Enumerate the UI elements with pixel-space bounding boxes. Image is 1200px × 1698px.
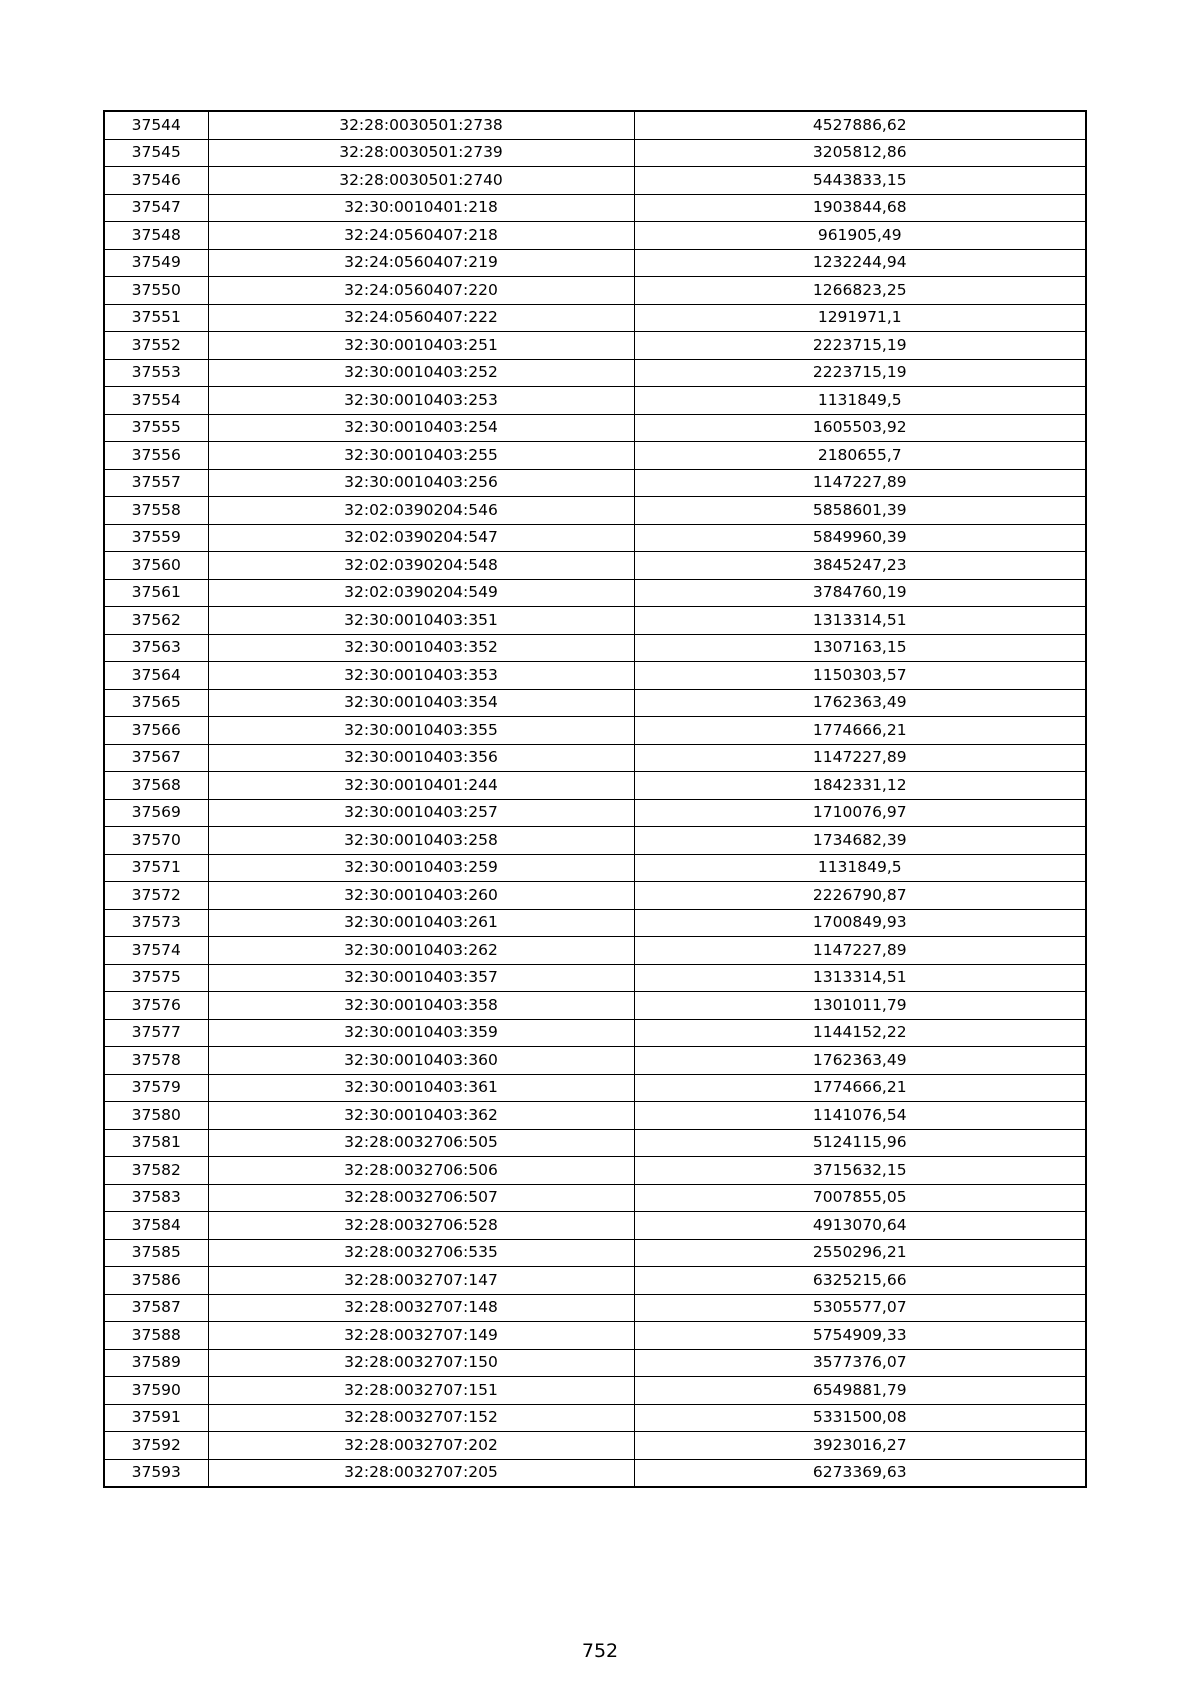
row-number-cell: 37581 bbox=[104, 1129, 208, 1157]
table-row bbox=[104, 1184, 1086, 1212]
cadastral-number-cell: 32:30:0010401:218 bbox=[208, 194, 634, 222]
table-row bbox=[104, 854, 1086, 882]
table-row bbox=[104, 744, 1086, 772]
value-cell: 961905,49 bbox=[634, 222, 1086, 250]
cadastral-number-cell: 32:30:0010403:355 bbox=[208, 717, 634, 745]
table-row bbox=[104, 1432, 1086, 1460]
row-number-cell: 37571 bbox=[104, 854, 208, 882]
cadastral-number-cell: 32:30:0010403:252 bbox=[208, 359, 634, 387]
row-number-cell: 37553 bbox=[104, 359, 208, 387]
page-number: 752 bbox=[581, 1640, 619, 1662]
cadastral-number-cell: 32:24:0560407:222 bbox=[208, 304, 634, 332]
row-number-cell: 37580 bbox=[104, 1102, 208, 1130]
value-cell: 3205812,86 bbox=[634, 139, 1086, 167]
table-row bbox=[104, 799, 1086, 827]
cadastral-number-cell: 32:28:0032706:528 bbox=[208, 1212, 634, 1240]
cadastral-number-cell: 32:24:0560407:219 bbox=[208, 249, 634, 277]
table-row bbox=[104, 111, 1086, 139]
cadastral-number-cell: 32:28:0032707:152 bbox=[208, 1404, 634, 1432]
cadastral-number-cell: 32:30:0010403:260 bbox=[208, 882, 634, 910]
cadastral-number-cell: 32:28:0032707:202 bbox=[208, 1432, 634, 1460]
value-cell: 3923016,27 bbox=[634, 1432, 1086, 1460]
cadastral-number-cell: 32:28:0032706:535 bbox=[208, 1239, 634, 1267]
row-number-cell: 37573 bbox=[104, 909, 208, 937]
value-cell: 1313314,51 bbox=[634, 607, 1086, 635]
table-row bbox=[104, 1267, 1086, 1295]
row-number-cell: 37568 bbox=[104, 772, 208, 800]
row-number-cell: 37587 bbox=[104, 1294, 208, 1322]
cadastral-number-cell: 32:30:0010403:354 bbox=[208, 689, 634, 717]
row-number-cell: 37570 bbox=[104, 827, 208, 855]
cadastral-number-cell: 32:28:0032706:507 bbox=[208, 1184, 634, 1212]
cadastral-number-cell: 32:02:0390204:546 bbox=[208, 497, 634, 525]
row-number-cell: 37593 bbox=[104, 1459, 208, 1487]
table-row bbox=[104, 167, 1086, 195]
cadastral-number-cell: 32:30:0010403:262 bbox=[208, 937, 634, 965]
row-number-cell: 37554 bbox=[104, 387, 208, 415]
value-cell: 6549881,79 bbox=[634, 1377, 1086, 1405]
row-number-cell: 37555 bbox=[104, 414, 208, 442]
row-number-cell: 37569 bbox=[104, 799, 208, 827]
row-number-cell: 37579 bbox=[104, 1074, 208, 1102]
value-cell: 1266823,25 bbox=[634, 277, 1086, 305]
row-number-cell: 37560 bbox=[104, 552, 208, 580]
row-number-cell: 37576 bbox=[104, 992, 208, 1020]
table-row bbox=[104, 662, 1086, 690]
value-cell: 1605503,92 bbox=[634, 414, 1086, 442]
cadastral-number-cell: 32:28:0032706:505 bbox=[208, 1129, 634, 1157]
cadastral-number-cell: 32:28:0030501:2739 bbox=[208, 139, 634, 167]
table-row bbox=[104, 194, 1086, 222]
table-row bbox=[104, 222, 1086, 250]
cadastral-number-cell: 32:30:0010403:358 bbox=[208, 992, 634, 1020]
row-number-cell: 37546 bbox=[104, 167, 208, 195]
row-number-cell: 37564 bbox=[104, 662, 208, 690]
cadastral-number-cell: 32:28:0032707:150 bbox=[208, 1349, 634, 1377]
cadastral-number-cell: 32:28:0032707:205 bbox=[208, 1459, 634, 1487]
value-cell: 6273369,63 bbox=[634, 1459, 1086, 1487]
row-number-cell: 37562 bbox=[104, 607, 208, 635]
row-number-cell: 37572 bbox=[104, 882, 208, 910]
cadastral-number-cell: 32:24:0560407:220 bbox=[208, 277, 634, 305]
cadastral-number-cell: 32:30:0010403:356 bbox=[208, 744, 634, 772]
value-cell: 2223715,19 bbox=[634, 332, 1086, 360]
value-cell: 4527886,62 bbox=[634, 111, 1086, 139]
cadastral-number-cell: 32:30:0010403:254 bbox=[208, 414, 634, 442]
table-row bbox=[104, 249, 1086, 277]
value-cell: 1700849,93 bbox=[634, 909, 1086, 937]
value-cell: 5443833,15 bbox=[634, 167, 1086, 195]
cadastral-number-cell: 32:30:0010403:353 bbox=[208, 662, 634, 690]
table-row bbox=[104, 1019, 1086, 1047]
table-row bbox=[104, 387, 1086, 415]
cadastral-number-cell: 32:28:0032707:149 bbox=[208, 1322, 634, 1350]
row-number-cell: 37585 bbox=[104, 1239, 208, 1267]
records-table bbox=[103, 110, 1087, 1488]
table-row bbox=[104, 1212, 1086, 1240]
cadastral-number-cell: 32:28:0030501:2738 bbox=[208, 111, 634, 139]
cadastral-number-cell: 32:28:0032707:151 bbox=[208, 1377, 634, 1405]
value-cell: 1291971,1 bbox=[634, 304, 1086, 332]
table-row bbox=[104, 882, 1086, 910]
cadastral-number-cell: 32:30:0010403:258 bbox=[208, 827, 634, 855]
value-cell: 1762363,49 bbox=[634, 1047, 1086, 1075]
cadastral-number-cell: 32:24:0560407:218 bbox=[208, 222, 634, 250]
row-number-cell: 37575 bbox=[104, 964, 208, 992]
value-cell: 1774666,21 bbox=[634, 717, 1086, 745]
row-number-cell: 37583 bbox=[104, 1184, 208, 1212]
value-cell: 1232244,94 bbox=[634, 249, 1086, 277]
value-cell: 1710076,97 bbox=[634, 799, 1086, 827]
table-row bbox=[104, 332, 1086, 360]
row-number-cell: 37548 bbox=[104, 222, 208, 250]
row-number-cell: 37545 bbox=[104, 139, 208, 167]
value-cell: 1313314,51 bbox=[634, 964, 1086, 992]
table-row bbox=[104, 909, 1086, 937]
value-cell: 1144152,22 bbox=[634, 1019, 1086, 1047]
value-cell: 1774666,21 bbox=[634, 1074, 1086, 1102]
value-cell: 1131849,5 bbox=[634, 854, 1086, 882]
table-row bbox=[104, 1294, 1086, 1322]
row-number-cell: 37552 bbox=[104, 332, 208, 360]
value-cell: 2180655,7 bbox=[634, 442, 1086, 470]
table-row bbox=[104, 992, 1086, 1020]
value-cell: 2550296,21 bbox=[634, 1239, 1086, 1267]
row-number-cell: 37588 bbox=[104, 1322, 208, 1350]
cadastral-number-cell: 32:30:0010403:251 bbox=[208, 332, 634, 360]
cadastral-number-cell: 32:30:0010403:253 bbox=[208, 387, 634, 415]
table-row bbox=[104, 634, 1086, 662]
cadastral-number-cell: 32:30:0010403:261 bbox=[208, 909, 634, 937]
row-number-cell: 37566 bbox=[104, 717, 208, 745]
value-cell: 1147227,89 bbox=[634, 937, 1086, 965]
cadastral-number-cell: 32:30:0010403:361 bbox=[208, 1074, 634, 1102]
value-cell: 1141076,54 bbox=[634, 1102, 1086, 1130]
row-number-cell: 37590 bbox=[104, 1377, 208, 1405]
value-cell: 1734682,39 bbox=[634, 827, 1086, 855]
cadastral-number-cell: 32:02:0390204:549 bbox=[208, 579, 634, 607]
table-row bbox=[104, 414, 1086, 442]
table-row bbox=[104, 1102, 1086, 1130]
table-row bbox=[104, 1047, 1086, 1075]
value-cell: 1842331,12 bbox=[634, 772, 1086, 800]
table-row bbox=[104, 937, 1086, 965]
row-number-cell: 37589 bbox=[104, 1349, 208, 1377]
value-cell: 5858601,39 bbox=[634, 497, 1086, 525]
row-number-cell: 37574 bbox=[104, 937, 208, 965]
cadastral-number-cell: 32:30:0010401:244 bbox=[208, 772, 634, 800]
value-cell: 1903844,68 bbox=[634, 194, 1086, 222]
value-cell: 7007855,05 bbox=[634, 1184, 1086, 1212]
cadastral-number-cell: 32:28:0032707:147 bbox=[208, 1267, 634, 1295]
row-number-cell: 37584 bbox=[104, 1212, 208, 1240]
row-number-cell: 37586 bbox=[104, 1267, 208, 1295]
row-number-cell: 37563 bbox=[104, 634, 208, 662]
cadastral-number-cell: 32:30:0010403:352 bbox=[208, 634, 634, 662]
row-number-cell: 37556 bbox=[104, 442, 208, 470]
value-cell: 2226790,87 bbox=[634, 882, 1086, 910]
table-row bbox=[104, 579, 1086, 607]
row-number-cell: 37551 bbox=[104, 304, 208, 332]
records-body bbox=[104, 111, 1086, 1487]
cadastral-number-cell: 32:02:0390204:547 bbox=[208, 524, 634, 552]
row-number-cell: 37567 bbox=[104, 744, 208, 772]
row-number-cell: 37578 bbox=[104, 1047, 208, 1075]
row-number-cell: 37557 bbox=[104, 469, 208, 497]
table-row bbox=[104, 1074, 1086, 1102]
cadastral-number-cell: 32:02:0390204:548 bbox=[208, 552, 634, 580]
table-row bbox=[104, 359, 1086, 387]
value-cell: 5754909,33 bbox=[634, 1322, 1086, 1350]
value-cell: 1307163,15 bbox=[634, 634, 1086, 662]
table-row bbox=[104, 304, 1086, 332]
cadastral-number-cell: 32:30:0010403:255 bbox=[208, 442, 634, 470]
table-row bbox=[104, 469, 1086, 497]
table-row bbox=[104, 717, 1086, 745]
row-number-cell: 37550 bbox=[104, 277, 208, 305]
value-cell: 1147227,89 bbox=[634, 744, 1086, 772]
value-cell: 1131849,5 bbox=[634, 387, 1086, 415]
table-row bbox=[104, 552, 1086, 580]
value-cell: 1147227,89 bbox=[634, 469, 1086, 497]
cadastral-number-cell: 32:30:0010403:259 bbox=[208, 854, 634, 882]
table-row bbox=[104, 1377, 1086, 1405]
table-row bbox=[104, 1404, 1086, 1432]
row-number-cell: 37592 bbox=[104, 1432, 208, 1460]
table-row bbox=[104, 772, 1086, 800]
value-cell: 3715632,15 bbox=[634, 1157, 1086, 1185]
value-cell: 5124115,96 bbox=[634, 1129, 1086, 1157]
table-row bbox=[104, 139, 1086, 167]
cadastral-number-cell: 32:28:0032706:506 bbox=[208, 1157, 634, 1185]
row-number-cell: 37559 bbox=[104, 524, 208, 552]
cadastral-number-cell: 32:28:0030501:2740 bbox=[208, 167, 634, 195]
row-number-cell: 37591 bbox=[104, 1404, 208, 1432]
row-number-cell: 37582 bbox=[104, 1157, 208, 1185]
table-row bbox=[104, 689, 1086, 717]
value-cell: 1762363,49 bbox=[634, 689, 1086, 717]
row-number-cell: 37558 bbox=[104, 497, 208, 525]
value-cell: 5849960,39 bbox=[634, 524, 1086, 552]
row-number-cell: 37577 bbox=[104, 1019, 208, 1047]
table-row bbox=[104, 827, 1086, 855]
table-row bbox=[104, 497, 1086, 525]
row-number-cell: 37561 bbox=[104, 579, 208, 607]
table-row bbox=[104, 964, 1086, 992]
table-row bbox=[104, 442, 1086, 470]
value-cell: 4913070,64 bbox=[634, 1212, 1086, 1240]
cadastral-number-cell: 32:30:0010403:357 bbox=[208, 964, 634, 992]
table-row bbox=[104, 1459, 1086, 1487]
table-row bbox=[104, 1322, 1086, 1350]
table-row bbox=[104, 1239, 1086, 1267]
cadastral-number-cell: 32:30:0010403:351 bbox=[208, 607, 634, 635]
table-row bbox=[104, 607, 1086, 635]
table-row bbox=[104, 524, 1086, 552]
value-cell: 2223715,19 bbox=[634, 359, 1086, 387]
table-row bbox=[104, 1129, 1086, 1157]
row-number-cell: 37565 bbox=[104, 689, 208, 717]
value-cell: 6325215,66 bbox=[634, 1267, 1086, 1295]
value-cell: 3845247,23 bbox=[634, 552, 1086, 580]
row-number-cell: 37547 bbox=[104, 194, 208, 222]
value-cell: 3784760,19 bbox=[634, 579, 1086, 607]
cadastral-number-cell: 32:30:0010403:257 bbox=[208, 799, 634, 827]
cadastral-number-cell: 32:30:0010403:359 bbox=[208, 1019, 634, 1047]
value-cell: 3577376,07 bbox=[634, 1349, 1086, 1377]
row-number-cell: 37549 bbox=[104, 249, 208, 277]
table-row bbox=[104, 1349, 1086, 1377]
cadastral-number-cell: 32:28:0032707:148 bbox=[208, 1294, 634, 1322]
value-cell: 1301011,79 bbox=[634, 992, 1086, 1020]
table-row bbox=[104, 1157, 1086, 1185]
value-cell: 5331500,08 bbox=[634, 1404, 1086, 1432]
table-row bbox=[104, 277, 1086, 305]
cadastral-number-cell: 32:30:0010403:256 bbox=[208, 469, 634, 497]
cadastral-number-cell: 32:30:0010403:360 bbox=[208, 1047, 634, 1075]
value-cell: 5305577,07 bbox=[634, 1294, 1086, 1322]
row-number-cell: 37544 bbox=[104, 111, 208, 139]
value-cell: 1150303,57 bbox=[634, 662, 1086, 690]
cadastral-number-cell: 32:30:0010403:362 bbox=[208, 1102, 634, 1130]
